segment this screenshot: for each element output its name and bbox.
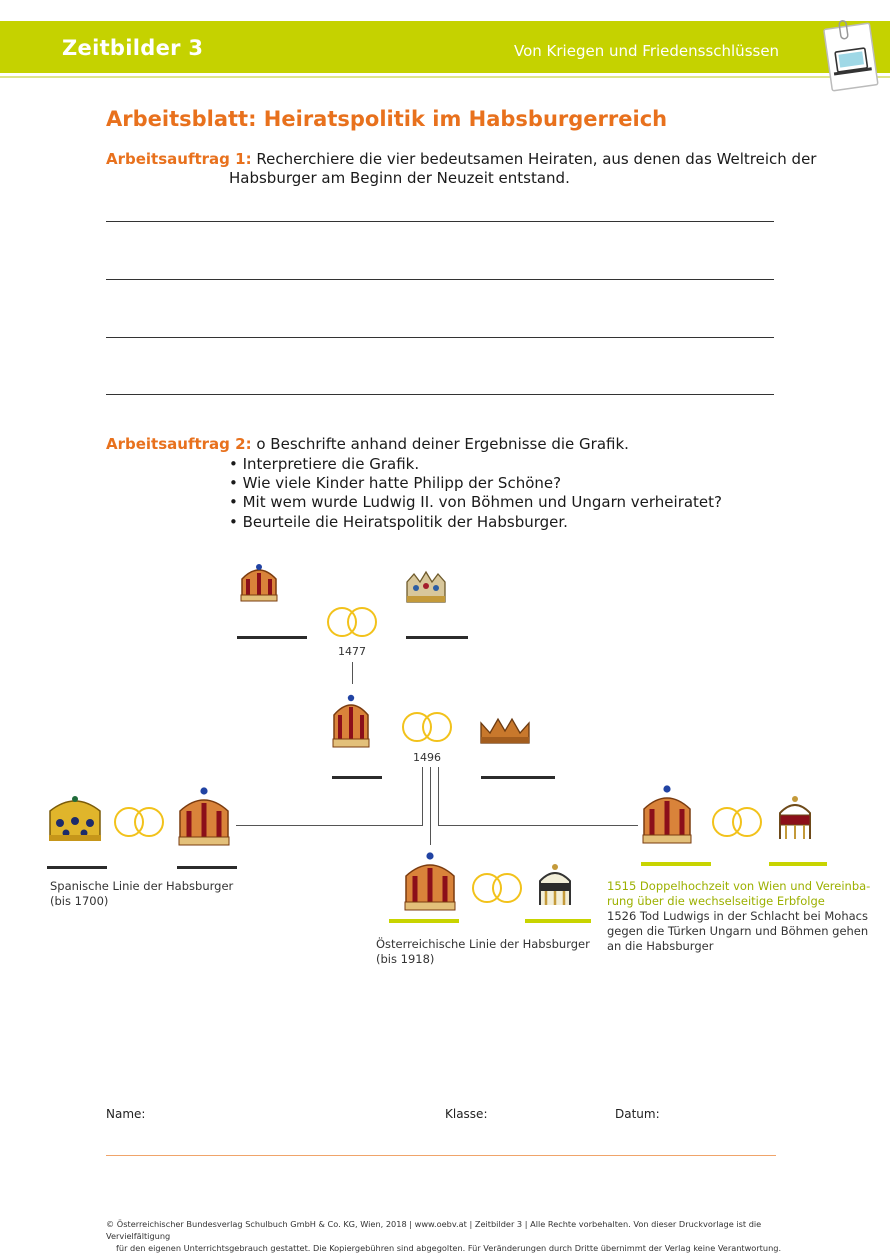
- connector: [236, 825, 423, 826]
- task2-item-5: • Beurteile die Heiratspolitik der Habsburger.: [229, 513, 568, 531]
- austrian-line-period: (bis 1918): [376, 952, 435, 966]
- note-line-3: 1526 Tod Ludwigs in der Schlacht bei Mohacs: [607, 909, 868, 923]
- note-line-1: 1515 Doppelhochzeit von Wien und Vereinba-: [607, 879, 871, 893]
- double-wedding-note: [607, 879, 870, 954]
- task2-item-3: • Wie viele Kinder hatte Philipp der Schöne?: [229, 474, 562, 492]
- class-label: Klasse:: [445, 1107, 488, 1121]
- task2-item-4: • Mit wem wurde Ludwig II. von Böhmen und Ungarn verheiratet?: [229, 493, 723, 511]
- task1-line1: [106, 150, 816, 169]
- marriage-diagram: [0, 545, 890, 975]
- connector: [430, 767, 431, 845]
- spanish-line-caption: [50, 879, 233, 909]
- name-blank[interactable]: [177, 866, 237, 869]
- task1-text2: Habsburger am Beginn der Neuzeit entstand.: [229, 169, 570, 187]
- spanish-line-title: Spanische Linie der Habsburger: [50, 879, 234, 893]
- year-1477: 1477: [338, 645, 366, 658]
- task1-label: Arbeitsauftrag 1:: [106, 150, 252, 168]
- name-label: Name:: [106, 1107, 146, 1121]
- name-blank[interactable]: [237, 636, 307, 639]
- wedding-rings-icon: [327, 605, 379, 639]
- crown-icon: [640, 783, 694, 845]
- crown-icon: [402, 850, 458, 912]
- wedding-rings-icon: [114, 807, 166, 841]
- footer-input-line[interactable]: [106, 1155, 776, 1156]
- task1-text1: Recherchiere die vier bedeutsamen Heiraten, aus denen das Weltreich der: [256, 150, 817, 168]
- task2-item-1: o Beschrifte anhand deiner Ergebnisse die Grafik.: [256, 435, 629, 453]
- task2-item-2: • Interpretiere die Grafik.: [229, 455, 420, 473]
- answer-line-4[interactable]: [106, 394, 774, 395]
- spanish-line-period: (bis 1700): [50, 894, 109, 908]
- answer-line-1[interactable]: [106, 221, 774, 222]
- worksheet-title: Arbeitsblatt: Heiratspolitik im Habsburgerreich: [106, 107, 668, 131]
- task2-line1: [106, 435, 629, 454]
- austrian-line-title: Österreichische Linie der Habsburger: [376, 937, 590, 951]
- name-blank[interactable]: [406, 636, 468, 639]
- name-blank[interactable]: [47, 866, 107, 869]
- wedding-rings-icon: [402, 710, 454, 744]
- task2-label: Arbeitsauftrag 2:: [106, 435, 252, 453]
- date-label: Datum:: [615, 1107, 660, 1121]
- crown-icon: [478, 715, 532, 747]
- year-1496: 1496: [413, 751, 441, 764]
- copyright-line-1: © Österreichischer Bundesverlag Schulbuch GmbH & Co. KG, Wien, 2018 | www.oebv.at | Zeitbilder 3 | Alle Rechte vorbehalten. Von dieser Druckvorlage ist die Vervielfältigung: [106, 1219, 762, 1241]
- crown-icon: [404, 570, 448, 606]
- crown-icon: [330, 691, 372, 749]
- austrian-line-caption: [376, 937, 590, 967]
- connector: [438, 825, 638, 826]
- crown-icon: [176, 785, 232, 847]
- name-blank[interactable]: [525, 919, 591, 923]
- chapter-subtitle: Von Kriegen und Friedensschlüssen: [514, 42, 780, 60]
- note-line-4: gegen die Türken Ungarn und Böhmen gehen: [607, 924, 869, 938]
- name-blank[interactable]: [481, 776, 555, 779]
- note-line-2: rung über die wechselseitige Erbfolge: [607, 894, 825, 908]
- copyright-notice: [106, 1218, 786, 1254]
- name-blank[interactable]: [389, 919, 459, 923]
- copyright-line-2: für den eigenen Unterrichtsgebrauch gestattet. Die Kopiergebühren sind abgegolten. Für Veränderungen durch Dritte übernimmt der Verlag keine Verantwortung.: [116, 1243, 782, 1253]
- crown-icon: [46, 795, 104, 843]
- wedding-rings-icon: [472, 873, 524, 907]
- brand-title: Zeitbilder 3: [62, 36, 204, 60]
- crown-icon: [776, 795, 814, 843]
- answer-line-3[interactable]: [106, 337, 774, 338]
- connector: [352, 662, 353, 684]
- answer-line-2[interactable]: [106, 279, 774, 280]
- name-blank[interactable]: [769, 862, 827, 866]
- note-line-5: an die Habsburger: [607, 939, 714, 953]
- name-blank[interactable]: [641, 862, 711, 866]
- header-divider: [0, 76, 890, 78]
- wedding-rings-icon: [712, 807, 764, 841]
- crown-icon: [536, 863, 574, 909]
- connector: [422, 767, 423, 825]
- crown-icon: [238, 563, 280, 603]
- clipboard-laptop-icon: [818, 18, 884, 98]
- name-blank[interactable]: [332, 776, 382, 779]
- connector: [438, 767, 439, 825]
